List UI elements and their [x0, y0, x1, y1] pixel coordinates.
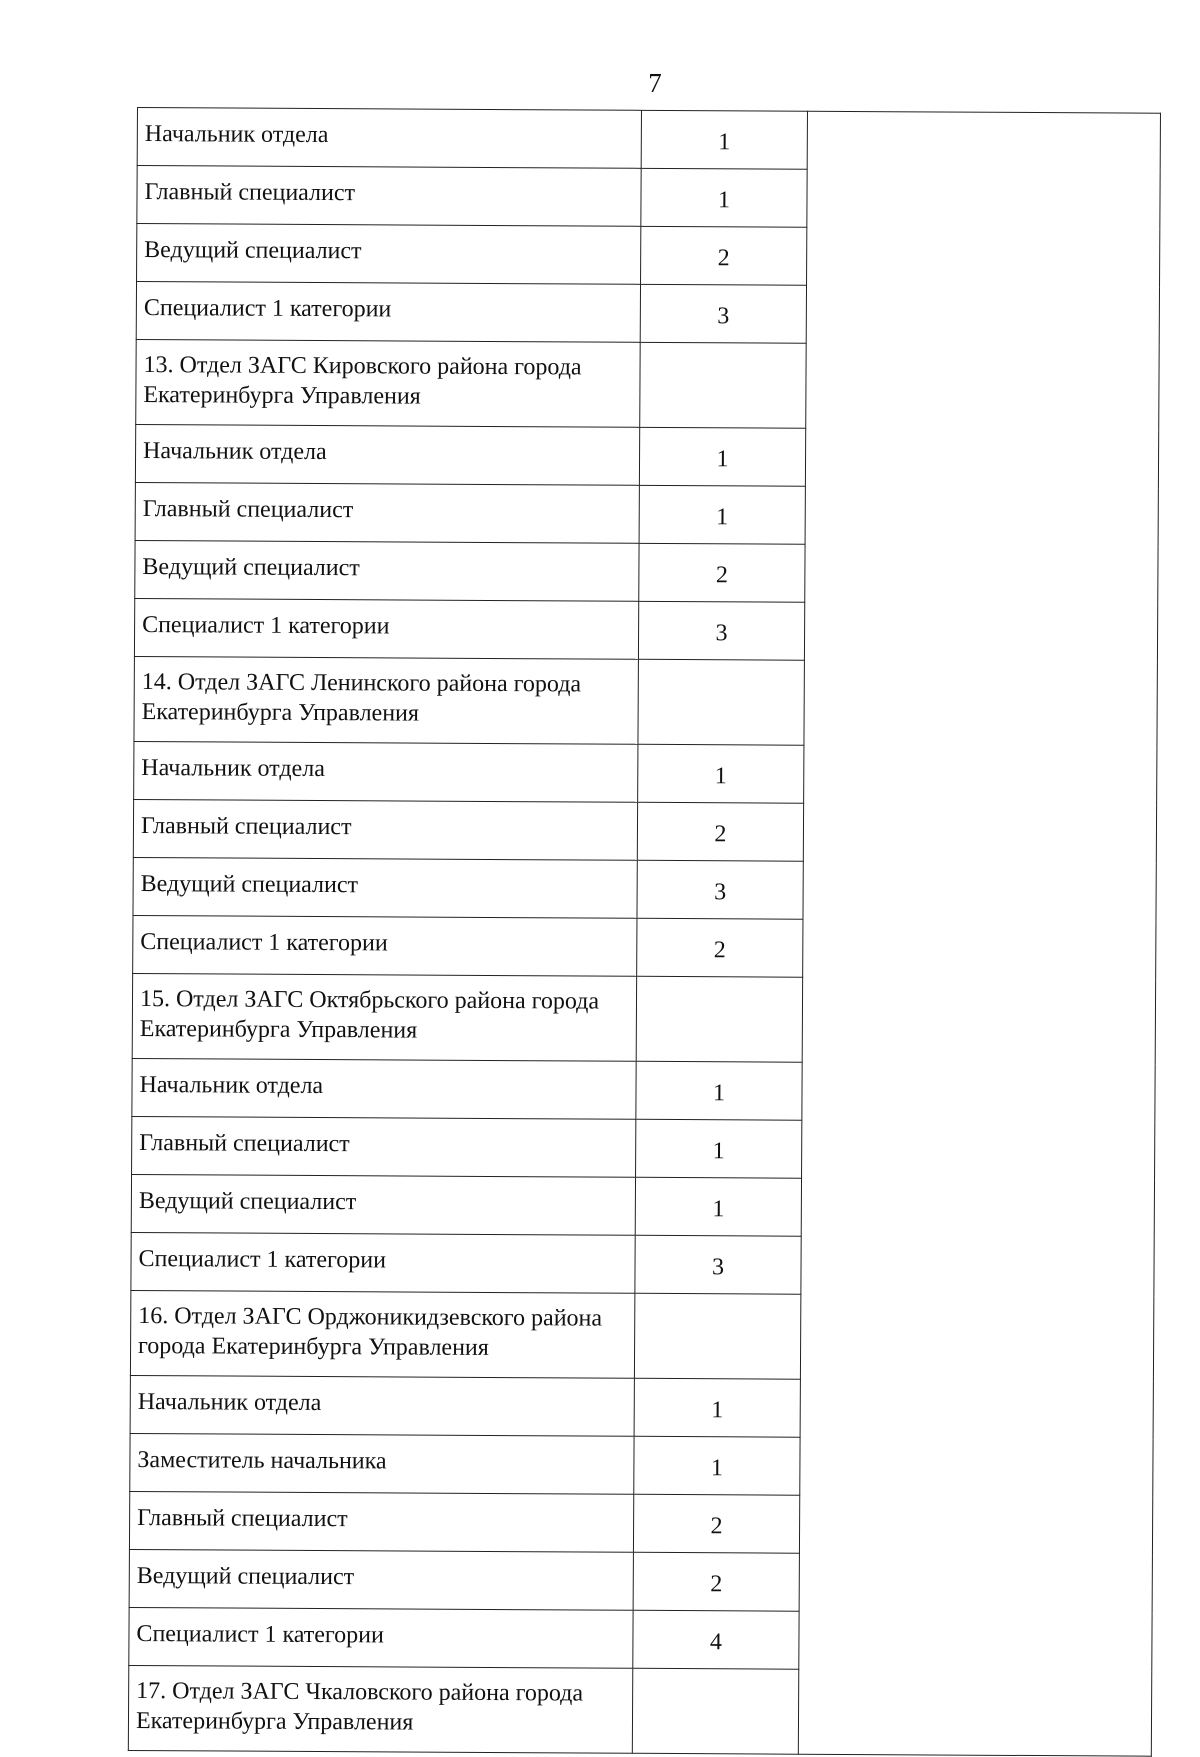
position-title: Ведущий специалист: [137, 224, 641, 285]
position-title: Специалист 1 категории: [129, 1607, 633, 1668]
position-row: [137, 108, 1160, 172]
position-count: 1: [634, 1378, 800, 1437]
position-title: Ведущий специалист: [133, 857, 637, 918]
position-count: 1: [636, 1119, 802, 1178]
position-count: 1: [641, 110, 807, 169]
position-count: 1: [639, 427, 805, 486]
department-title: 15. Отдел ЗАГС Октябрьского района города Екатеринбурга Управления: [132, 973, 636, 1061]
position-title: Главный специалист: [137, 166, 641, 227]
position-count: 1: [634, 1436, 800, 1495]
position-count: 3: [640, 284, 806, 343]
notes-column: [798, 111, 1160, 1756]
position-count: 1: [638, 744, 804, 803]
department-title: 16. Отдел ЗАГС Орджоникидзевского района города Екатеринбурга Управления: [130, 1290, 634, 1378]
position-title: Ведущий специалист: [135, 540, 639, 601]
department-count: [634, 1293, 800, 1379]
department-count: [636, 976, 802, 1062]
page-number: 7: [648, 68, 662, 98]
position-title: Главный специалист: [135, 482, 639, 543]
position-count: 3: [637, 860, 803, 919]
position-title: Специалист 1 категории: [136, 282, 640, 343]
staff-table: [128, 107, 1161, 1757]
position-count: 2: [633, 1494, 799, 1553]
position-title: Специалист 1 категории: [131, 1232, 635, 1293]
department-title: 14. Отдел ЗАГС Ленинского района города Екатеринбурга Управления: [134, 656, 638, 744]
position-title: Начальник отдела: [135, 424, 639, 485]
position-title: Начальник отдела: [130, 1375, 634, 1436]
position-title: Ведущий специалист: [129, 1549, 633, 1610]
staff-table-body: [128, 108, 1160, 1757]
position-title: Заместитель начальника: [130, 1433, 634, 1494]
position-title: Начальник отдела: [132, 1058, 636, 1119]
position-count: 2: [637, 918, 803, 977]
position-count: 2: [633, 1552, 799, 1611]
position-count: 4: [633, 1610, 799, 1669]
position-title: Главный специалист: [132, 1116, 636, 1177]
position-title: Специалист 1 категории: [133, 915, 637, 976]
department-count: [632, 1668, 798, 1754]
position-count: 2: [641, 226, 807, 285]
position-title: Главный специалист: [133, 799, 637, 860]
position-count: 1: [641, 168, 807, 227]
position-count: 2: [637, 802, 803, 861]
position-title: Ведущий специалист: [131, 1174, 635, 1235]
position-count: 1: [639, 485, 805, 544]
department-title: 13. Отдел ЗАГС Кировского района города Екатеринбурга Управления: [136, 339, 640, 427]
department-count: [640, 342, 806, 428]
position-title: Главный специалист: [129, 1491, 633, 1552]
position-title: Специалист 1 категории: [134, 598, 638, 659]
position-count: 3: [635, 1235, 801, 1294]
position-count: 3: [638, 601, 804, 660]
department-count: [638, 659, 804, 745]
department-title: 17. Отдел ЗАГС Чкаловского района города Екатеринбурга Управления: [128, 1665, 632, 1753]
position-count: 2: [639, 543, 805, 602]
position-title: Начальник отдела: [137, 108, 641, 169]
position-count: 1: [636, 1061, 802, 1120]
position-title: Начальник отдела: [134, 741, 638, 802]
position-count: 1: [635, 1177, 801, 1236]
